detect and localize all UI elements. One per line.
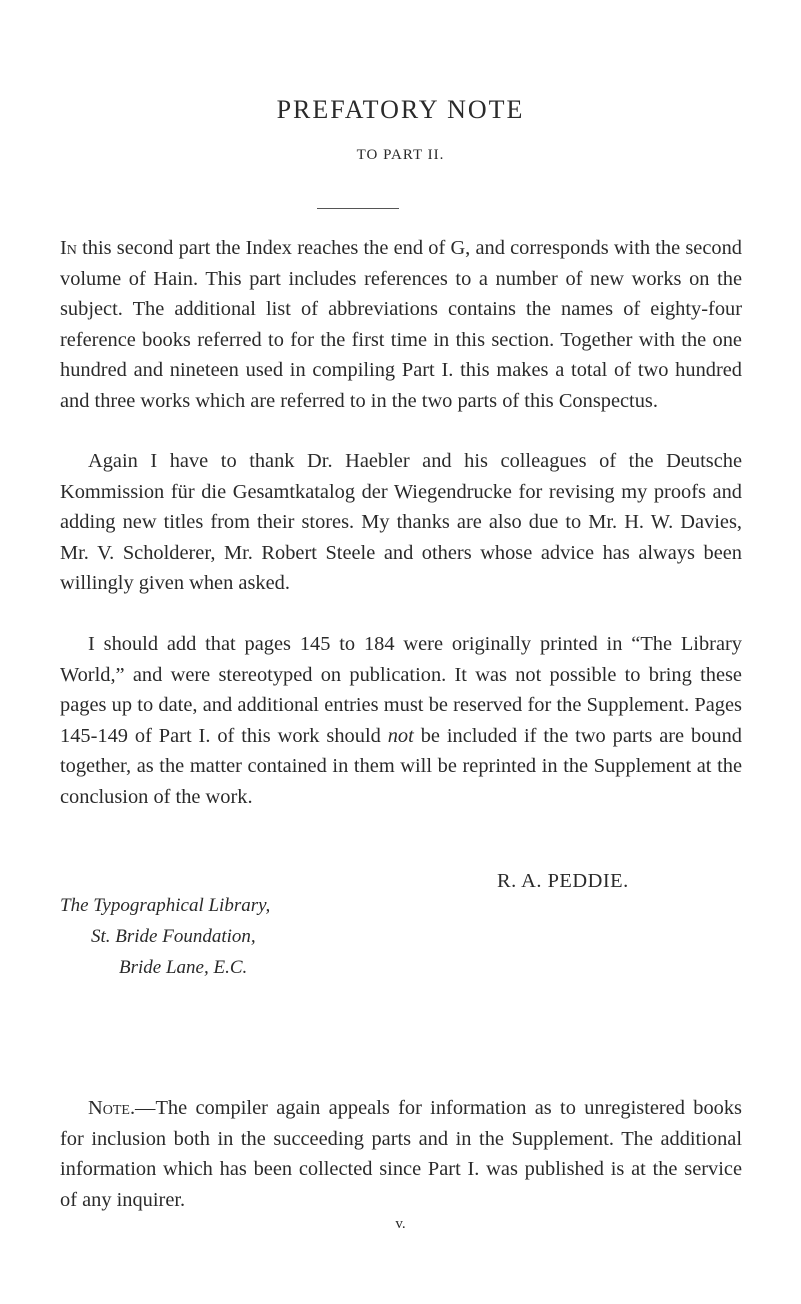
note-text: —The compiler again appeals for information as to unregistered books for inclusion both in the succeeding parts and in the Supplement. The additional information which has been collected since Part I. was published is at the service of any inquirer. [60, 1097, 742, 1211]
pages-note-text-after: be included if the two parts are bound together, as the matter contained in them will be reprinted in the Supplement at the conclusion of the work. [60, 724, 742, 808]
paragraph-note [60, 1093, 742, 1215]
note-lead: Note. [88, 1097, 136, 1119]
page-number: v. [395, 1216, 406, 1232]
intro-lead-word: In [60, 237, 77, 259]
intro-text: this second part the Index reaches the end of G, and corresponds with the second volume of Hain. This part includes references to a number of new works on the subject. The additional list of abbreviations contains the names of eighty-four reference books referred to for the first time in this section. Together with the one hundred and nineteen used in compiling Part I. this makes a total of two hundred and three works which are referred to in the two parts of this Conspectus. [60, 237, 742, 412]
pages-note-text-before: I should add that pages 145 to 184 were originally printed in “The Library World,” and were stereotyped on publication. It was not possible to bring these pages up to date, and additional entries must be reserved for the Supplement. Pages 145-149 of Part I. of this work should [60, 633, 742, 747]
address-line-1: The Typographical Library, [60, 895, 271, 916]
page-title: PREFATORY NOTE [276, 95, 525, 124]
page-subtitle: TO PART II. [356, 147, 445, 163]
address-line-3: Bride Lane, E.C. [119, 957, 248, 978]
pages-note-emphasis: not [387, 724, 414, 747]
paragraph-intro [60, 233, 742, 416]
title-divider [317, 208, 399, 209]
paragraph-thanks: Again I have to thank Dr. Haebler and his colleagues of the Deutsche Kommission für die Gesamtkatalog der Wiegendrucke for revising my proofs and adding new titles from their stores. My thanks are also due to Mr. H. W. Davies, Mr. V. Scholderer, Mr. Robert Steele and others whose advice has always been willingly given when asked. [60, 450, 742, 594]
author-address [60, 890, 270, 983]
author-signature: R. A. PEDDIE. [497, 870, 629, 892]
paragraph-pages-note [60, 629, 742, 812]
address-line-2: St. Bride Foundation, [91, 926, 256, 947]
